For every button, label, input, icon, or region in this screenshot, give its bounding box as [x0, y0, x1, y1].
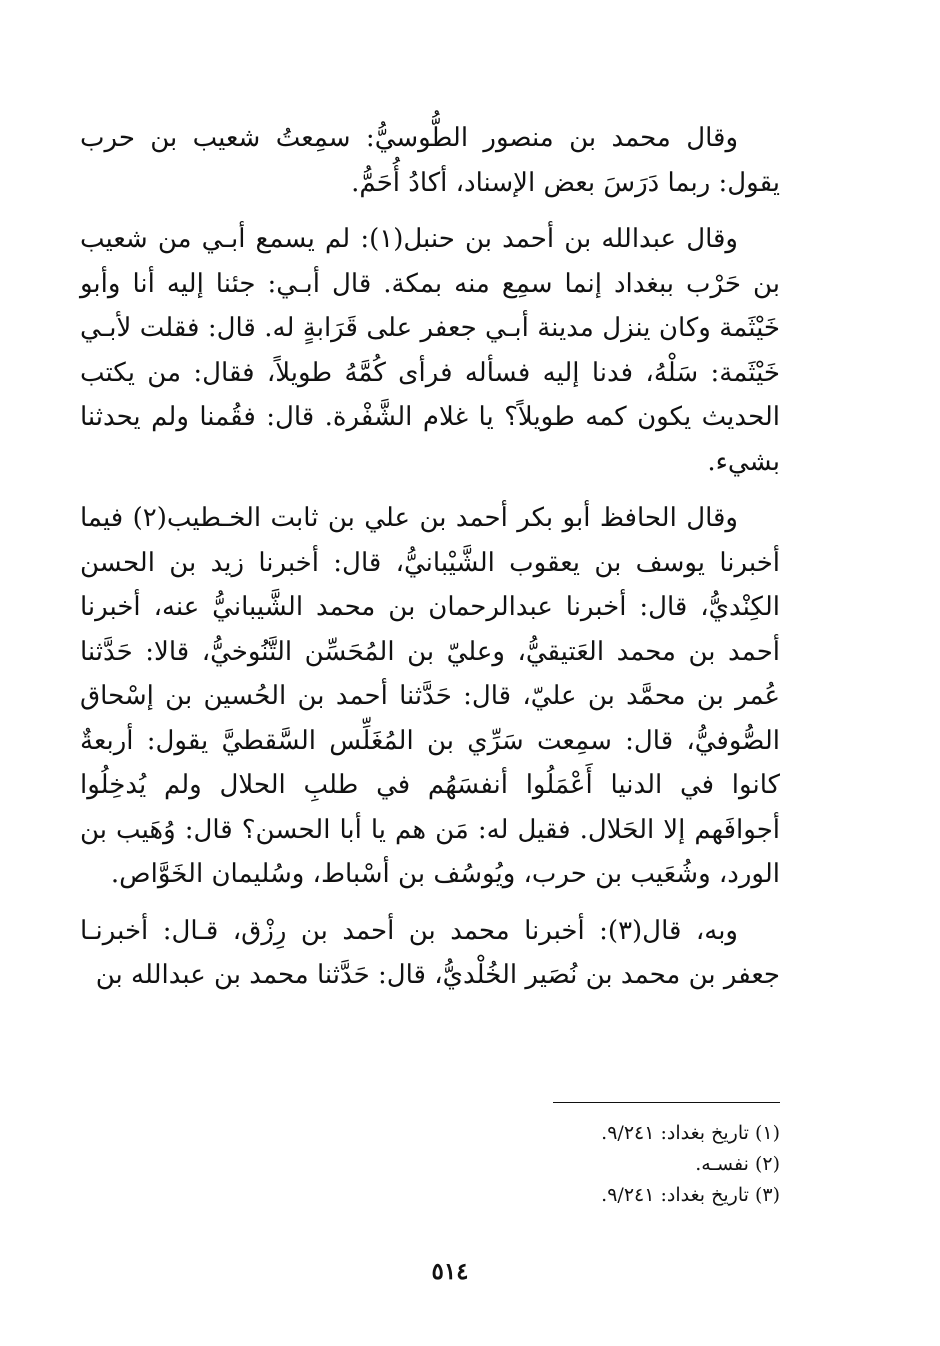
footnotes — [480, 1118, 780, 1211]
paragraph-3: وقال الحافظ أبو بكر أحمد بن علي بن ثابت الخـطيب(٢) فيما أخبرنا يوسف بن يعقوب الشَّيْبانيُّ، قال: أخبرنا زيد بن الحسن الكِنْديُّ، قال: أخبرنا عبدالرحمان بن محمد الشَّيبانيُّ عنه، أخبرنا أحمد بن محمد العَتيقيُّ، وعليّ بن المُحَسِّن التَّنُوخيُّ، قالا: حَدَّثنا عُمر بن محمَّد بن عليّ، قال: حَدَّثنا أحمد بن الحُسين بن إسْحاق الصُّوفيُّ، قال: سمِعت سَرِّي بن المُغَلِّس السَّقطيَّ يقول: أربعةٌ كانوا في الدنيا أَعْمَلُوا أنفسَهُم في طلبِ الحلال ولم يُدخِلُوا أجوافَهم إلا الحَلال. فقيل له: مَن هم يا أبا الحسن؟ قال: وُهَيب بن الورد، وشُعَيب بن حرب، ويُوسُف بن أسْباط، وسُليمان الخَوَّاص. — [80, 503, 781, 889]
paragraph-2: وقال عبدالله بن أحمد بن حنبل(١): لم يسمع أبـي من شعيب بن حَرْب ببغداد إنما سمِع منه بمكة. قال أبـي: جئنا إليه أنا وأبو خَيْثَمة وكان ينزل مدينة أبـي جعفر على قَرَابةٍ له. قال: فقلت لأبـي خَيْثَمة: سَلْهُ، فدنا إليه فسأله فرأى كُمَّهُ طويلاً، فقال: من يكتب الحديث يكون كمه طويلاً؟ يا غلام الشَّفْرة. قال: فقُمنا ولم يحدثنا بشيء. — [80, 224, 780, 477]
paragraph-1: وقال محمد بن منصور الطُّوسيُّ: سمِعتُ شعيب بن حرب يقول: ربما دَرَسَ بعض الإسناد، أكادُ أُحَمُّ. — [80, 123, 780, 198]
footnote-2: (٢) نفسـه. — [695, 1153, 780, 1175]
main-text — [80, 116, 780, 1010]
paragraph-4: وبه، قال(٣): أخبرنا محمد بن أحمد بن رِزْق، قـال: أخبرنـا جعفر بن محمد بن نُصَير الخُلْديُّ، قال: حَدَّثنا محمد بن عبدالله بن — [80, 915, 780, 990]
footnote-3: (٣) تاريخ بغداد: ٩/٢٤١. — [601, 1184, 780, 1206]
footnote-1: (١) تاريخ بغداد: ٩/٢٤١. — [601, 1122, 780, 1144]
page-number: ٥١٤ — [431, 1258, 469, 1285]
footnote-separator — [553, 1102, 780, 1103]
